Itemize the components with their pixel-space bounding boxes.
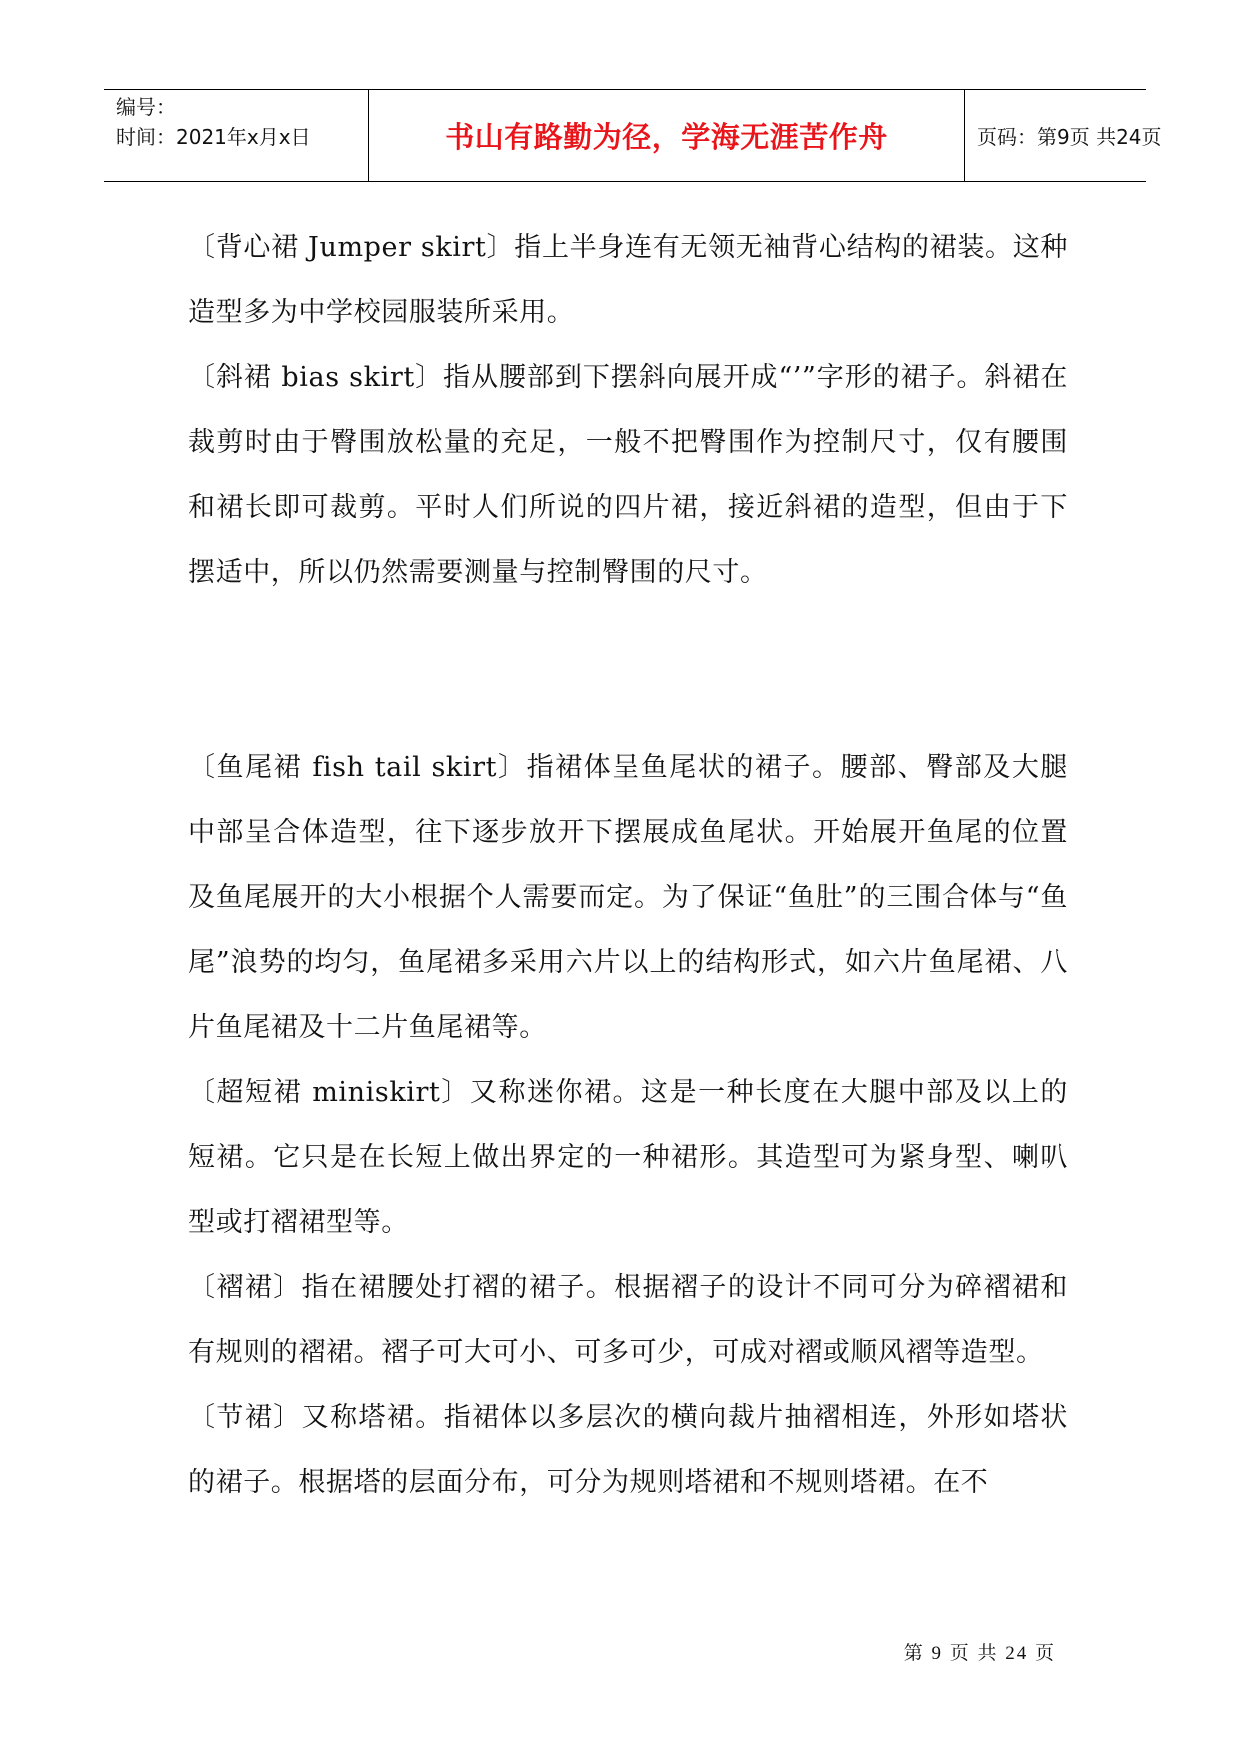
document-body [188, 215, 1068, 1515]
header-info-cell [104, 90, 369, 181]
paragraph-bias-skirt: 〔斜裙 bias skirt〕指从腰部到下摆斜向展开成“’”字形的裙子。斜裙在裁剪时由于臀围放松量的充足，一般不把臀围作为控制尺寸，仅有腰围和裙长即可裁剪。平时人们所说的四片裙，接近斜裙的造型，但由于下摆适中，所以仍然需要测量与控制臀围的尺寸。 [188, 362, 1068, 588]
paragraph-miniskirt: 〔超短裙 miniskirt〕又称迷你裙。这是一种长度在大腿中部及以上的短裙。它只是在长短上做出界定的一种裙形。其造型可为紧身型、喇叭型或打褶裙型等。 [188, 1077, 1068, 1238]
paragraph-pleated-skirt: 〔褶裙〕指在裙腰处打褶的裙子。根据褶子的设计不同可分为碎褶裙和有规则的褶裙。褶子可大可小、可多可少，可成对褶或顺风褶等造型。 [188, 1272, 1068, 1368]
paragraph-fish-tail-skirt: 〔鱼尾裙 fish tail skirt〕指裙体呈鱼尾状的裙子。腰部、臀部及大腿中部呈合体造型，往下逐步放开下摆展成鱼尾状。开始展开鱼尾的位置及鱼尾展开的大小根据个人需要而定。为了保证“鱼肚”的三围合体与“鱼尾”浪势的均匀，鱼尾裙多采用六片以上的结构形式，如六片鱼尾裙、八片鱼尾裙及十二片鱼尾裙等。 [188, 752, 1068, 1043]
page-header [104, 89, 1162, 182]
document-time-label: 时间：2021年x月x日 [116, 125, 311, 149]
header-motto-cell [369, 90, 965, 181]
header-page-cell [965, 90, 1162, 181]
blank-gap [188, 605, 1068, 735]
paragraph-tiered-skirt: 〔节裙〕又称塔裙。指裙体以多层次的横向裁片抽褶相连，外形如塔状的裙子。根据塔的层面分布，可分为规则塔裙和不规则塔裙。在不 [188, 1402, 1068, 1498]
header-page-code: 页码：第9页 共24页 [977, 125, 1162, 149]
header-motto: 书山有路勤为径，学海无涯苦作舟 [445, 120, 888, 154]
paragraph-jumper-skirt: 〔背心裙 Jumper skirt〕指上半身连有无领无袖背心结构的裙装。这种造型多为中学校园服装所采用。 [188, 232, 1068, 328]
document-number-label: 编号： [116, 95, 176, 119]
page-footer: 第 9 页 共 24 页 [903, 1643, 1056, 1664]
